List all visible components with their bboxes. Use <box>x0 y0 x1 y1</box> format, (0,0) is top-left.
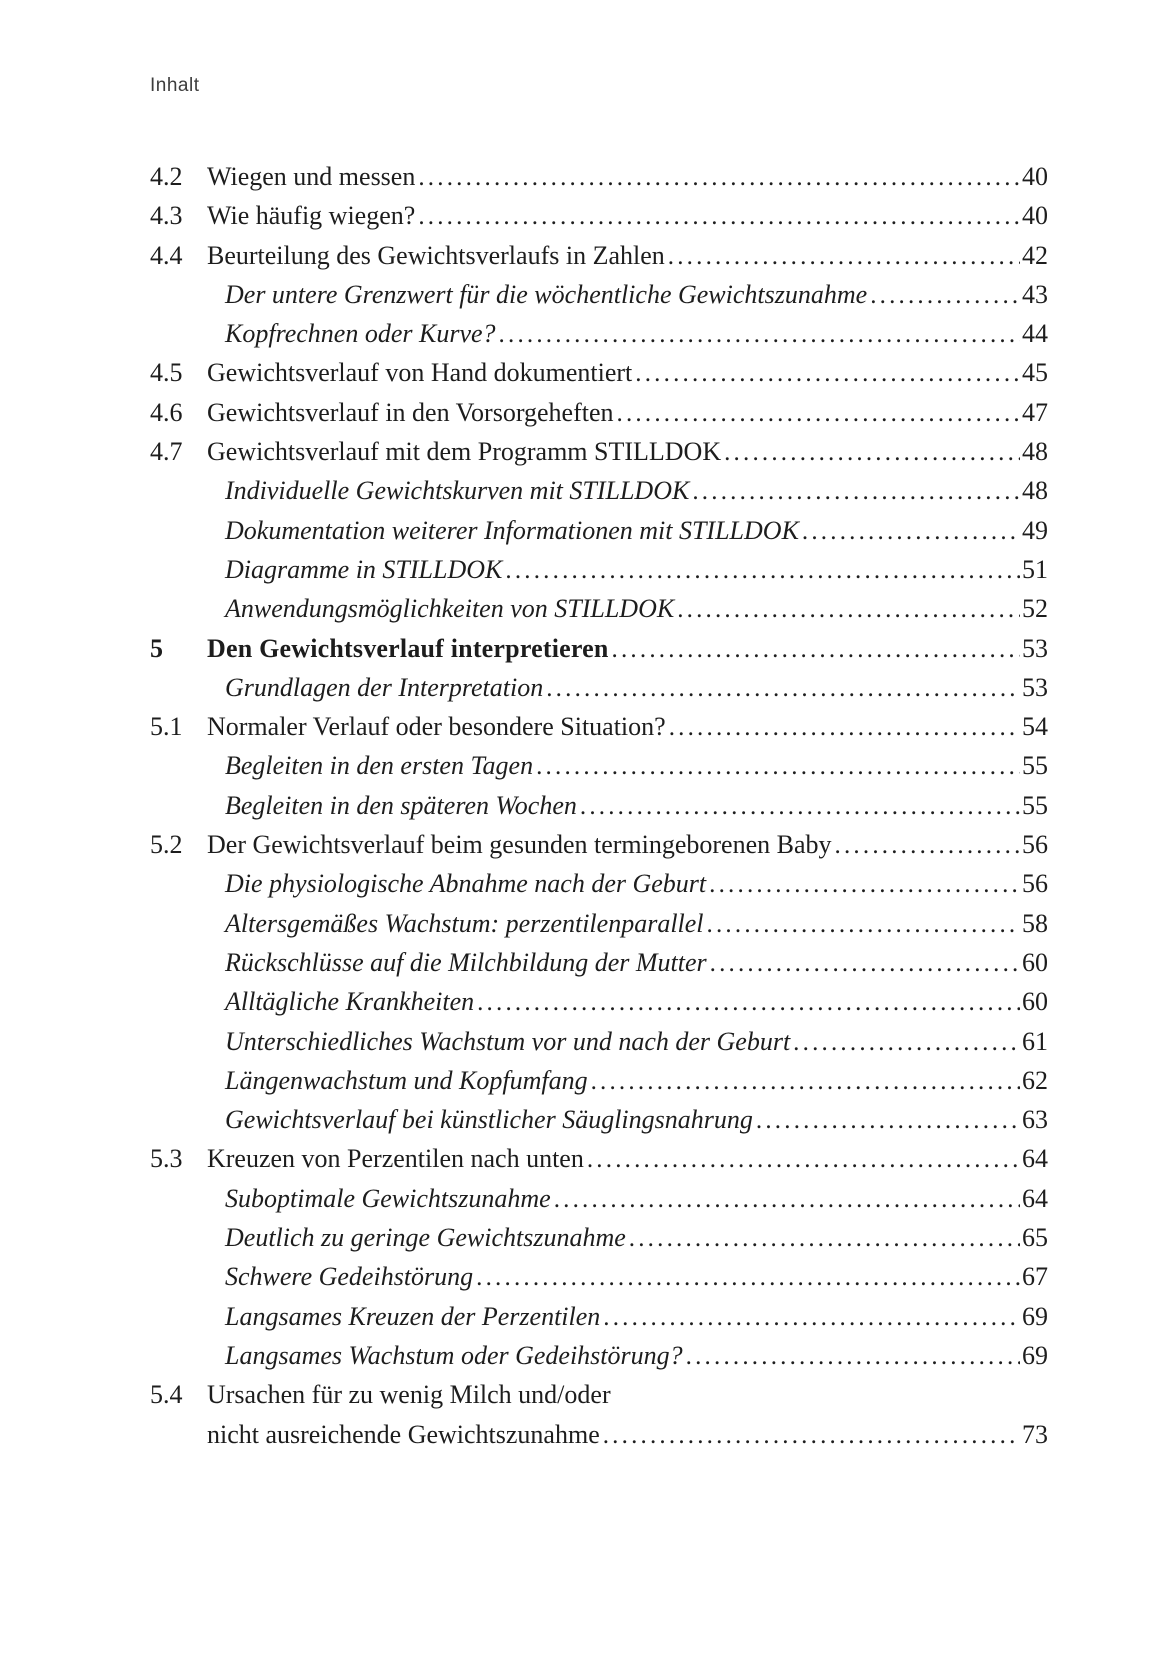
toc-entry <box>150 511 1048 550</box>
toc-entry <box>150 1100 1048 1139</box>
dot-leader <box>415 158 1020 197</box>
toc-entry-page: 43 <box>1022 279 1048 309</box>
dot-leader <box>533 747 1020 786</box>
toc-entry-title: Gewichtsverlauf von Hand dokumentiert <box>207 358 633 388</box>
toc-entry-page: 62 <box>1022 1065 1048 1095</box>
toc-entry <box>150 471 1048 510</box>
toc-entry-title: Beurteilung des Gewichtsverlaufs in Zahlen <box>207 240 665 270</box>
toc-entry <box>150 393 1048 432</box>
toc-entry-title: Der untere Grenzwert für die wöchentliche Gewichtszunahme <box>225 279 868 309</box>
dot-leader <box>753 1101 1020 1140</box>
toc-entry-page: 49 <box>1022 515 1048 545</box>
toc-entry-title: Alltägliche Krankheiten <box>225 987 475 1017</box>
dot-leader <box>577 787 1020 826</box>
toc-entry-title: Ursachen für zu wenig Milch und/oder <box>207 1380 611 1410</box>
toc-entry-number: 5.1 <box>150 712 183 742</box>
toc-entry-title: nicht ausreichende Gewichtszunahme <box>207 1419 600 1449</box>
toc-entry-title: Kreuzen von Perzentilen nach unten <box>207 1144 584 1174</box>
toc-entry <box>150 196 1048 235</box>
dot-leader <box>474 983 1020 1022</box>
dot-leader <box>600 1298 1020 1337</box>
toc-entry-page: 58 <box>1022 908 1048 938</box>
toc-entry-page: 67 <box>1022 1262 1048 1292</box>
dot-leader <box>543 669 1020 708</box>
toc-entry-page: 40 <box>1022 201 1048 231</box>
dot-leader <box>496 315 1020 354</box>
dot-leader <box>600 1416 1020 1455</box>
toc-entry <box>150 1415 1048 1454</box>
toc-entry <box>150 707 1048 746</box>
toc-entry-page: 51 <box>1022 554 1048 584</box>
toc-entry <box>150 864 1048 903</box>
toc-entry <box>150 904 1048 943</box>
dot-leader <box>867 276 1020 315</box>
dot-leader <box>790 1023 1020 1062</box>
toc-entry-page: 44 <box>1022 319 1048 349</box>
toc-entry-page: 56 <box>1022 869 1048 899</box>
toc-entry-number: 4.2 <box>150 162 183 191</box>
dot-leader <box>626 1219 1020 1258</box>
toc-entry <box>150 157 1048 196</box>
toc-entry-page: 54 <box>1022 712 1048 742</box>
dot-leader <box>584 1140 1020 1179</box>
toc-entry <box>150 943 1048 982</box>
dot-leader <box>799 512 1020 551</box>
toc-entry-title: Dokumentation weiterer Informationen mit STILLDOK <box>225 515 799 545</box>
toc-entry-page: 73 <box>1022 1419 1048 1449</box>
toc-entry <box>150 236 1048 275</box>
toc-entry <box>150 589 1048 628</box>
toc-entry <box>150 353 1048 392</box>
dot-leader <box>707 944 1020 983</box>
toc-entry-number: 4.7 <box>150 437 183 467</box>
toc-entry <box>150 550 1048 589</box>
toc-entry-title: Gewichtsverlauf in den Vorsorgeheften <box>207 397 614 427</box>
toc-entry-page: 55 <box>1022 751 1048 781</box>
toc-list <box>150 157 1048 1454</box>
toc-entry-title: Suboptimale Gewichtszunahme <box>225 1183 551 1213</box>
toc-entry <box>150 1179 1048 1218</box>
toc-entry-number: 5.4 <box>150 1380 183 1410</box>
toc-entry-page: 47 <box>1022 397 1048 427</box>
dot-leader <box>609 630 1020 669</box>
toc-entry-page: 61 <box>1022 1026 1048 1056</box>
toc-entry-page: 55 <box>1022 790 1048 820</box>
toc-entry-title: Individuelle Gewichtskurven mit STILLDOK <box>225 476 690 506</box>
toc-entry-page: 64 <box>1022 1183 1048 1213</box>
dot-leader <box>551 1180 1020 1219</box>
toc-entry-number: 4.5 <box>150 358 183 388</box>
toc-entry-title: Grundlagen der Interpretation <box>225 672 544 702</box>
toc-entry <box>150 1336 1048 1375</box>
toc-entry-title: Normaler Verlauf oder besondere Situation? <box>207 712 666 742</box>
running-head: Inhalt <box>150 75 200 96</box>
toc-entry-page: 65 <box>1022 1223 1048 1253</box>
dot-leader <box>502 551 1020 590</box>
toc-entry <box>150 1257 1048 1296</box>
toc-entry-page: 56 <box>1022 830 1048 860</box>
toc-entry-number: 5.3 <box>150 1144 183 1174</box>
toc-entry-title: Unterschiedliches Wachstum vor und nach der Geburt <box>225 1026 791 1056</box>
toc-entry-number: 4.3 <box>150 201 183 231</box>
toc-entry-page: 42 <box>1022 240 1048 270</box>
toc-entry <box>150 1375 1048 1414</box>
dot-leader <box>689 472 1020 511</box>
toc-entry <box>150 432 1048 471</box>
toc-entry <box>150 1061 1048 1100</box>
toc-entry <box>150 786 1048 825</box>
toc-entry-page: 60 <box>1022 947 1048 977</box>
toc-entry-title: Schwere Gedeihstörung <box>225 1262 474 1292</box>
toc-entry <box>150 629 1048 668</box>
dot-leader <box>683 1337 1020 1376</box>
dot-leader <box>706 865 1020 904</box>
dot-leader <box>665 237 1020 276</box>
toc-entry <box>150 314 1048 353</box>
toc-entry <box>150 668 1048 707</box>
toc-entry-page: 64 <box>1022 1144 1048 1174</box>
toc-entry-title: Begleiten in den späteren Wochen <box>225 790 577 820</box>
dot-leader <box>674 590 1020 629</box>
toc-entry-page: 69 <box>1022 1301 1048 1331</box>
dot-leader <box>473 1258 1020 1297</box>
toc-entry-page: 60 <box>1022 987 1048 1017</box>
dot-leader <box>632 354 1020 393</box>
toc-entry-page: 69 <box>1022 1340 1048 1370</box>
dot-leader <box>415 197 1020 236</box>
toc-entry-title: Der Gewichtsverlauf beim gesunden termingeborenen Baby <box>207 830 832 860</box>
toc-entry-number: 4.4 <box>150 240 183 270</box>
toc-entry-title: Wiegen und messen <box>207 162 416 191</box>
toc-entry-title: Diagramme in STILLDOK <box>225 554 503 584</box>
toc-entry <box>150 746 1048 785</box>
toc-entry-title: Längenwachstum und Kopfumfang <box>225 1065 588 1095</box>
toc-entry-number: 4.6 <box>150 397 183 427</box>
toc-entry-title: Altersgemäßes Wachstum: perzentilenparallel <box>225 908 704 938</box>
toc-entry <box>150 275 1048 314</box>
toc-entry <box>150 1139 1048 1178</box>
toc-entry-page: 53 <box>1022 672 1048 702</box>
toc-entry-title: Gewichtsverlauf bei künstlicher Säuglingsnahrung <box>225 1105 753 1135</box>
toc-entry-page: 40 <box>1022 162 1048 191</box>
toc-entry <box>150 1022 1048 1061</box>
toc-entry-page: 48 <box>1022 476 1048 506</box>
toc-entry-title: Anwendungsmöglichkeiten von STILLDOK <box>225 594 675 624</box>
toc-entry-page: 52 <box>1022 594 1048 624</box>
toc-entry-page: 63 <box>1022 1105 1048 1135</box>
toc-entry-title: Begleiten in den ersten Tagen <box>225 751 534 781</box>
dot-leader <box>721 433 1020 472</box>
toc-entry-title: Langsames Kreuzen der Perzentilen <box>225 1301 601 1331</box>
toc-entry-title: Langsames Wachstum oder Gedeihstörung? <box>225 1340 683 1370</box>
toc-entry-page: 53 <box>1022 633 1048 663</box>
toc-entry-title: Gewichtsverlauf mit dem Programm STILLDOK <box>207 437 722 467</box>
toc-entry-title: Kopfrechnen oder Kurve? <box>225 319 496 349</box>
dot-leader <box>704 905 1020 944</box>
toc-entry-number: 5 <box>150 633 164 663</box>
toc-entry-page: 45 <box>1022 358 1048 388</box>
dot-leader <box>832 826 1020 865</box>
toc-entry-title: Den Gewichtsverlauf interpretieren <box>207 633 609 663</box>
toc-entry-page: 48 <box>1022 437 1048 467</box>
toc-entry <box>150 1218 1048 1257</box>
toc-entry-title: Deutlich zu geringe Gewichtszunahme <box>225 1223 626 1253</box>
toc-entry-title: Wie häufig wiegen? <box>207 201 416 231</box>
toc-entry-number: 5.2 <box>150 830 183 860</box>
dot-leader <box>666 708 1020 747</box>
toc-entry <box>150 825 1048 864</box>
toc-entry <box>150 982 1048 1021</box>
toc-entry <box>150 1297 1048 1336</box>
toc-entry-title: Die physiologische Abnahme nach der Geburt <box>225 869 707 899</box>
toc-entry-title: Rückschlüsse auf die Milchbildung der Mutter <box>225 947 707 977</box>
dot-leader <box>614 394 1020 433</box>
dot-leader <box>588 1062 1020 1101</box>
